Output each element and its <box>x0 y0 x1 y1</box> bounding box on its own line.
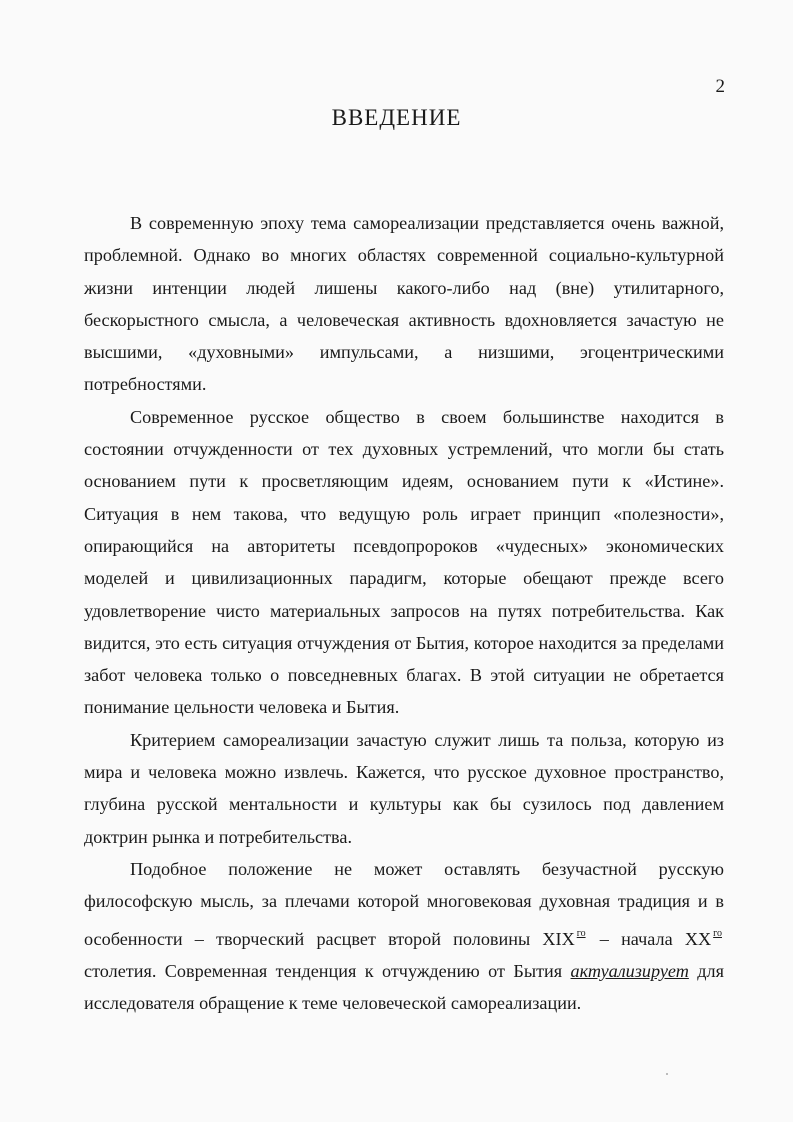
paragraph-3: Критерием самореализации зачастую служит лишь та польза, которую из мира и человека можно извлечь. Кажется, что русское духовное пространство, глубина русской ментальности и культуры как бы сузилось под давлением доктрин рынка и потребительства. <box>84 729 724 847</box>
paragraph-2: Современное русское общество в своем большинстве находится в состоянии отчужденности от тех духовных устремлений, что могли бы стать основанием пути к просветляющим идеям, основанием пути к «Истине». Ситуация в нем такова, что ведущую роль играет принцип «полезности», опирающийся на авторитеты псевдопророков «чудесных» экономических моделей и цивилизационных парадигм, которые обещают прежде всего удовлетворение чисто материальных запросов на путях потребительства. Как видится, это есть ситуация отчуждения от Бытия, которое находится за пределами забот человека только о повседневных благах. В этой ситуации не обретается понимание цельности человека и Бытия. <box>84 406 724 718</box>
page-number: 2 <box>715 76 725 97</box>
paragraph-4-text-2: – начала XX <box>587 928 712 949</box>
superscript-ordinal: го <box>713 927 722 939</box>
paragraph-4-text-1: Подобное положение не может оставлять безучастной русскую философскую мысль, за плечами которой многовековая духовная традиция и в особенности – творческий расцвет второй половины XIX <box>84 858 724 949</box>
document-body <box>84 207 724 1019</box>
scan-speck <box>666 1073 668 1075</box>
superscript-ordinal: го <box>576 927 586 939</box>
emphasized-word: актуализирует <box>570 960 689 981</box>
paragraph-4-text-3: столетия. Современная тенденция к отчуждению от Бытия <box>84 960 571 981</box>
paragraph-1: В современную эпоху тема самореализации представляется очень важной, проблемной. Однако во многих областях современной социально-культурной жизни интенции людей лишены какого-либо над (вне) утилитарного, бескорыстного смысла, а человеческая активность вдохновляется зачастую не высшими, «духовными» импульсами, а низшими, эгоцентрическими потребностями. <box>84 213 724 395</box>
page-title: ВВЕДЕНИЕ <box>331 105 462 130</box>
paragraph-4 <box>84 853 724 1019</box>
paragraph-4-text-4: для исследователя обращение к теме человеческой самореализации. <box>84 960 724 1014</box>
